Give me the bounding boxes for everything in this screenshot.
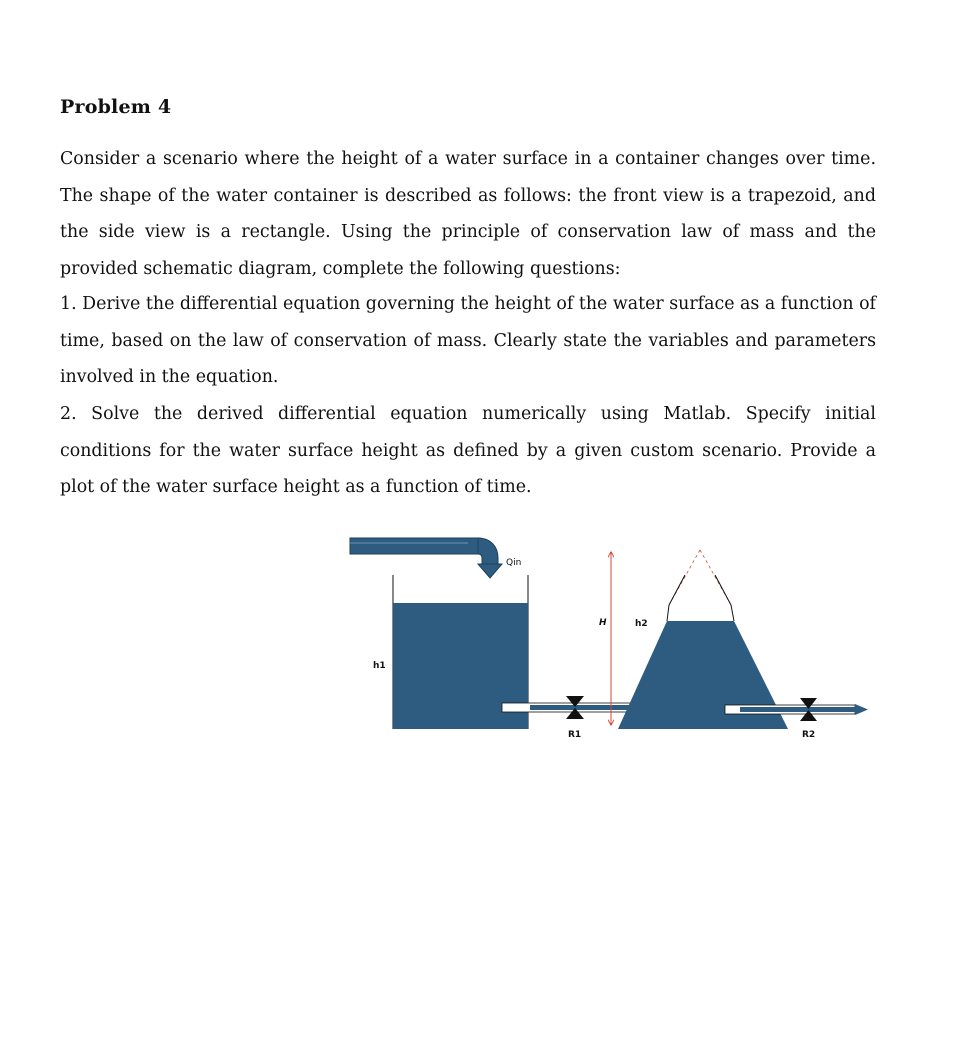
inflow-arrow-head [478,564,502,578]
question-1-paragraph: 1. Derive the differential equation governing the height of the water surface as a function of time, based on the law of conservation of mass. Clearly state the variables and parameters involved in the equation. [60,294,876,387]
tank-1-height-label: h1 [373,661,386,671]
valve-r1-label: R1 [568,730,582,740]
outflow-arrow-head [855,704,868,715]
inflow-pipe-body [350,538,480,554]
outflow-pipe [725,704,868,715]
tank-2-height-label: h2 [635,619,648,629]
valve-r2-label: R2 [802,730,816,740]
problem-title: Problem 4 [60,96,172,118]
question-2-paragraph: 2. Solve the derived differential equation numerically using Matlab. Specify initial conditions for the water surface height as defined by a given custom scenario. Provide a plot of the water surface height as a function of time. [60,404,876,497]
schematic-diagram [340,530,880,750]
inflow-label: Qin [506,558,522,568]
problem-intro-paragraph: Consider a scenario where the height of a water surface in a container changes over time. The shape of the water container is described as follows: the front view is a trapezoid, and the side view is a rectangle. Using the principle of conservation law of mass and the provided schematic diagram, complete the following questions: [60,149,876,279]
tank-2 [618,550,788,729]
total-height-label: H [599,618,607,628]
inflow-pipe [350,538,502,578]
inflow-elbow [478,538,498,564]
